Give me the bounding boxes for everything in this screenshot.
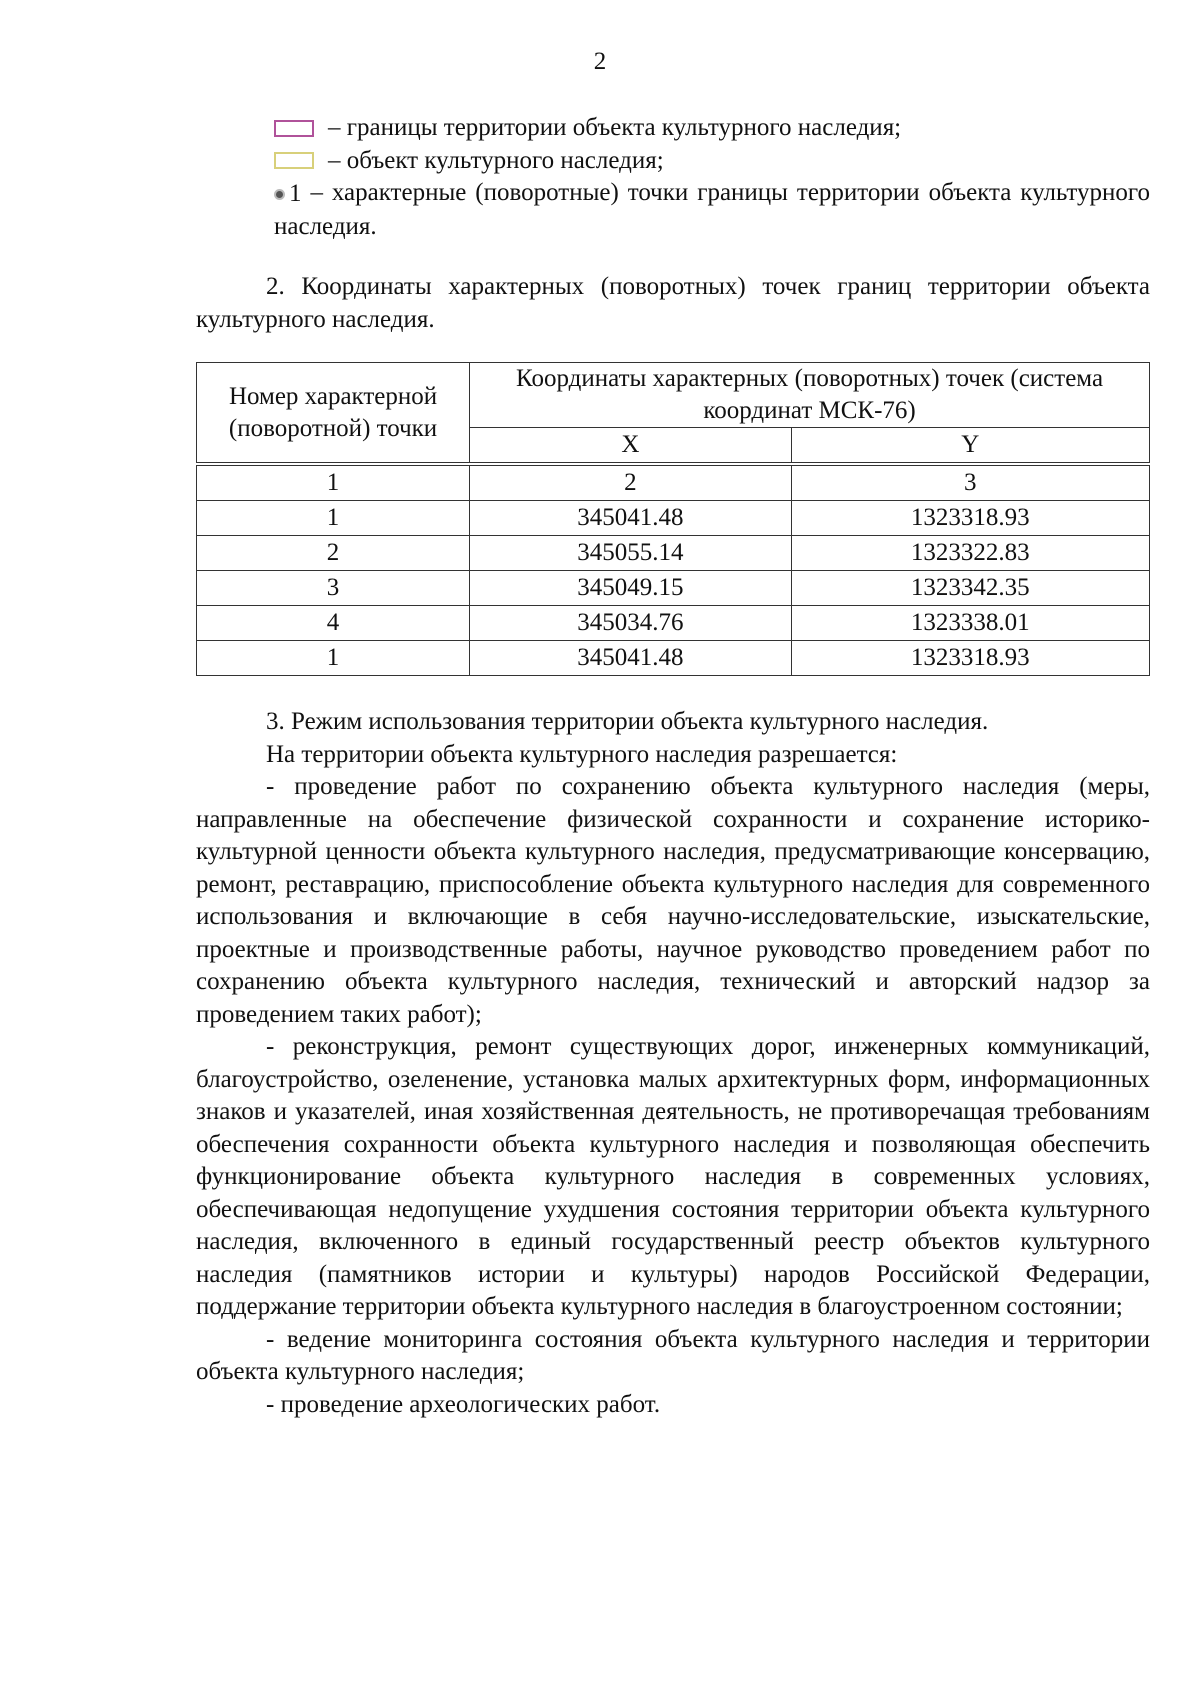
table-cell: 1323322.83 [791, 536, 1149, 571]
legend-point-number: 1 [289, 180, 302, 208]
legend-item-turning-points [196, 177, 1150, 243]
legend-border-text: – границы территории объекта культурного наследия; [328, 114, 902, 141]
table-cell: 1323338.01 [791, 606, 1149, 641]
table-cell: 345049.15 [470, 571, 792, 606]
legend-object-text: – объект культурного наследия; [328, 146, 664, 174]
header-point-number: Номер характерной (поворотной) точки [197, 363, 470, 465]
section-3-heading: 3. Режим использования территории объекта культурного наследия. [266, 708, 989, 736]
allowed-item: - проведение археологических работ. [266, 1390, 661, 1418]
heritage-object-swatch-icon [274, 152, 314, 169]
header-coordinates: Координаты характерных (поворотных) точек (система координат МСК-76) [470, 363, 1150, 428]
page-content [196, 112, 1150, 1421]
table-row [197, 501, 1150, 536]
page-number: 2 [593, 48, 607, 75]
table-cell: 345034.76 [470, 606, 792, 641]
section-2-heading: 2. Координаты характерных (поворотных) точек границ территории объекта культурного наследия. [196, 273, 1150, 333]
table-cell: 1323318.93 [791, 501, 1149, 536]
header-x: X [470, 428, 792, 465]
table-cell: 345041.48 [470, 641, 792, 676]
allowed-item: - ведение мониторинга состояния объекта культурного наследия и территории объекта культурного наследия; [196, 1325, 1150, 1386]
table-cell: 345041.48 [470, 501, 792, 536]
section-3-intro: На территории объекта культурного наследия разрешается: [266, 740, 898, 768]
table-row [197, 571, 1150, 606]
table-cell: 1323342.35 [791, 571, 1149, 606]
table-header-row [197, 363, 1150, 428]
table-cell: 1 [197, 501, 470, 536]
legend-item-territory-border [274, 112, 1150, 145]
legend-point-text: – характерные (поворотные) точки границы территории объекта культурного наследия. [274, 179, 1151, 240]
coordinates-table [196, 362, 1150, 676]
table-cell: 3 [197, 571, 470, 606]
table-cell: 1 [197, 641, 470, 676]
header-y: Y [791, 428, 1149, 465]
table-cell: 4 [197, 606, 470, 641]
table-cell: 1323318.93 [791, 641, 1149, 676]
table-cell: 2 [197, 536, 470, 571]
table-index-row [197, 464, 1150, 501]
territory-border-swatch-icon [274, 120, 314, 137]
table-row [197, 606, 1150, 641]
allowed-item: - реконструкция, ремонт существующих дорог, инженерных коммуникаций, благоустройство, озеленение, установка малых архитектурных форм, информационных знаков и указателей, иная хозяйственная деятельность, не противоречащая требованиям обеспечения сохранности объекта культурного наследия и позволяющая обеспечить функционирование объекта культурного наследия в современных условиях, обеспечивающая недопущение ухудшения состояния территории объекта культурного наследия, включенного в единый государственный реестр объектов культурного наследия (памятников истории и культуры) народов Российской Федерации, поддержание территории объекта культурного наследия в благоустроенном состоянии; [196, 1033, 1150, 1321]
table-cell: 1 [197, 464, 470, 501]
allowed-item: - проведение работ по сохранению объекта культурного наследия (меры, направленные на обеспечение физической сохранности и сохранение историко-культурной ценности объекта культурного наследия, предусматривающие консервацию, ремонт, реставрацию, приспособление объекта культурного наследия для современного использования и включающие в себя научно-исследовательские, изыскательские, проектные и производственные работы, научное руководство проведением работ по сохранению объекта культурного наследия, технический и авторский надзор за проведением таких работ); [196, 773, 1150, 1028]
table-row [197, 536, 1150, 571]
table-cell: 345055.14 [470, 536, 792, 571]
table-row [197, 641, 1150, 676]
table-cell: 2 [470, 464, 792, 501]
table-cell: 3 [791, 464, 1149, 501]
turning-point-dot-icon [274, 189, 285, 200]
legend-item-heritage-object [274, 145, 1150, 178]
